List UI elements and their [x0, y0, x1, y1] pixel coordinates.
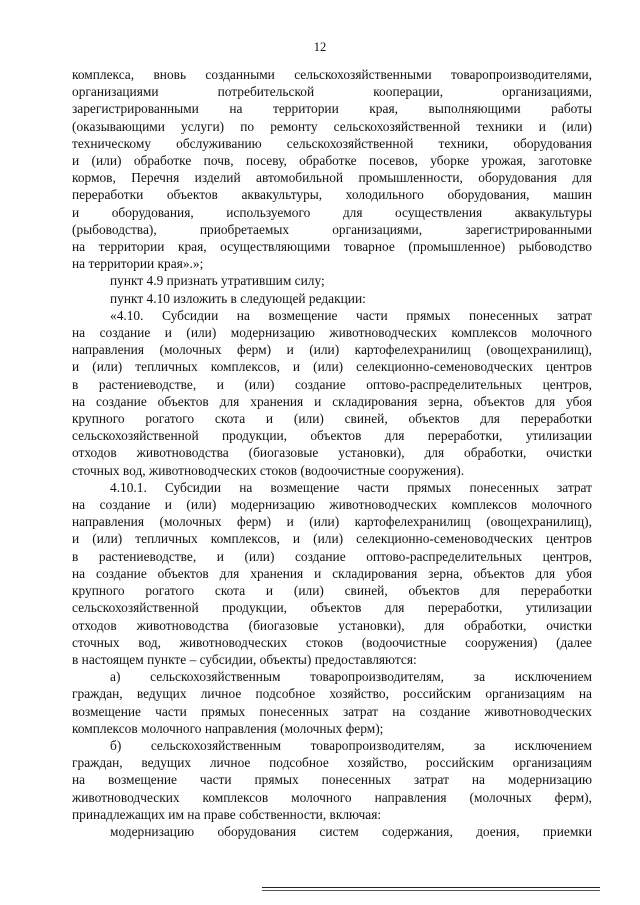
text-line: сточных вод, животноводческих стоков (водоочистные сооружения) (далее — [72, 634, 592, 650]
text-line: на территории края».»; — [72, 256, 204, 272]
text-line: сельскохозяйственной продукции, объектов для переработки, утилизации — [72, 428, 592, 444]
text-line: в настоящем пункте – субсидии, объекты) предоставляются: — [72, 651, 417, 667]
text-line: и (или) тепличных комплексов, и (или) селекционно-семеноводческих центров — [72, 359, 592, 375]
text-line: переработки объектов аквакультуры, холодильного оборудования, машин — [72, 187, 592, 203]
text-line: организациями потребительской кооперации, организациями, — [72, 84, 592, 100]
text-line: крупного рогатого скота и (или) свиней, объектов для переработки — [72, 583, 592, 599]
text-line: «4.10. Субсидии на возмещение части прямых понесенных затрат — [110, 307, 592, 323]
text-line: в растениеводстве, и (или) создание оптово-распределительных центров, — [72, 376, 592, 392]
text-line: направления (молочных ферм) и (или) картофелехранилищ (овощехранилищ), — [72, 514, 592, 530]
text-line: граждан, ведущих личное подсобное хозяйство, российским организациям на — [72, 686, 592, 702]
text-line: крупного рогатого скота и (или) свиней, объектов для переработки — [72, 411, 592, 427]
page-number: 12 — [313, 40, 327, 54]
footer-rule-secondary — [262, 890, 600, 891]
text-line: модернизацию оборудования систем содержания, доения, приемки — [110, 823, 592, 839]
text-line: и (или) обработке почв, посеву, обработке посевов, уборке урожая, заготовке — [72, 153, 592, 169]
text-line: комплекса, вновь созданными сельскохозяйственными товаропроизводителями, — [72, 67, 592, 82]
text-line: техническому обслуживанию сельскохозяйственной техники, оборудования — [72, 135, 592, 151]
text-line: животноводческих комплексов молочного направления (молочных ферм), — [72, 789, 592, 805]
text-line: сельскохозяйственной продукции, объектов для переработки, утилизации — [72, 600, 592, 616]
text-line: (оказывающими услуги) по ремонту сельскохозяйственной техники и (или) — [72, 118, 592, 134]
text-line: (рыбоводства), приобретаемых организациями, зарегистрированными — [72, 221, 592, 237]
text-line: зарегистрированными на территории края, выполняющими работы — [72, 101, 592, 117]
footer-rule — [262, 887, 600, 888]
text-line: 4.10.1. Субсидии на возмещение части прямых понесенных затрат — [110, 479, 592, 495]
text-line: кормов, Перечня изделий автомобильной промышленности, оборудования для — [72, 170, 592, 186]
text-line: возмещение части прямых понесенных затрат на создание животноводческих — [72, 703, 592, 719]
text-line: комплексов молочного направления (молочных ферм); — [72, 720, 384, 736]
text-line: и оборудования, используемого для осуществления аквакультуры — [72, 204, 592, 220]
text-line: пункт 4.9 признать утратившим силу; — [110, 273, 325, 289]
text-line: на территории края, осуществляющими товарное (промышленное) рыбоводство — [72, 239, 592, 255]
text-line: на создание и (или) модернизацию животноводческих комплексов молочного — [72, 497, 592, 513]
document-body — [72, 66, 592, 840]
text-line: отходов животноводства (биогазовые установки), для обработки, очистки — [72, 617, 592, 633]
text-line: на создание объектов для хранения и складирования зерна, объектов для убоя — [72, 565, 592, 581]
text-line: а) сельскохозяйственным товаропроизводителям, за исключением — [110, 669, 592, 685]
text-line: на создание объектов для хранения и складирования зерна, объектов для убоя — [72, 393, 592, 409]
text-line: в растениеводстве, и (или) создание оптово-распределительных центров, — [72, 548, 592, 564]
text-line: на создание и (или) модернизацию животноводческих комплексов молочного — [72, 325, 592, 341]
text-line: пункт 4.10 изложить в следующей редакции: — [110, 290, 366, 306]
text-line: сточных вод, животноводческих стоков (водоочистные сооружения). — [72, 462, 465, 478]
text-line: граждан, ведущих личное подсобное хозяйство, российским организациям — [72, 755, 592, 771]
text-line: направления (молочных ферм) и (или) картофелехранилищ (овощехранилищ), — [72, 342, 592, 358]
text-line: и (или) тепличных комплексов, и (или) селекционно-семеноводческих центров — [72, 531, 592, 547]
text-line: принадлежащих им на праве собственности, включая: — [72, 806, 382, 822]
text-line: на возмещение части прямых понесенных затрат на модернизацию — [72, 772, 592, 788]
text-line: отходов животноводства (биогазовые установки), для обработки, очистки — [72, 445, 592, 461]
text-line: б) сельскохозяйственным товаропроизводителям, за исключением — [110, 737, 592, 753]
